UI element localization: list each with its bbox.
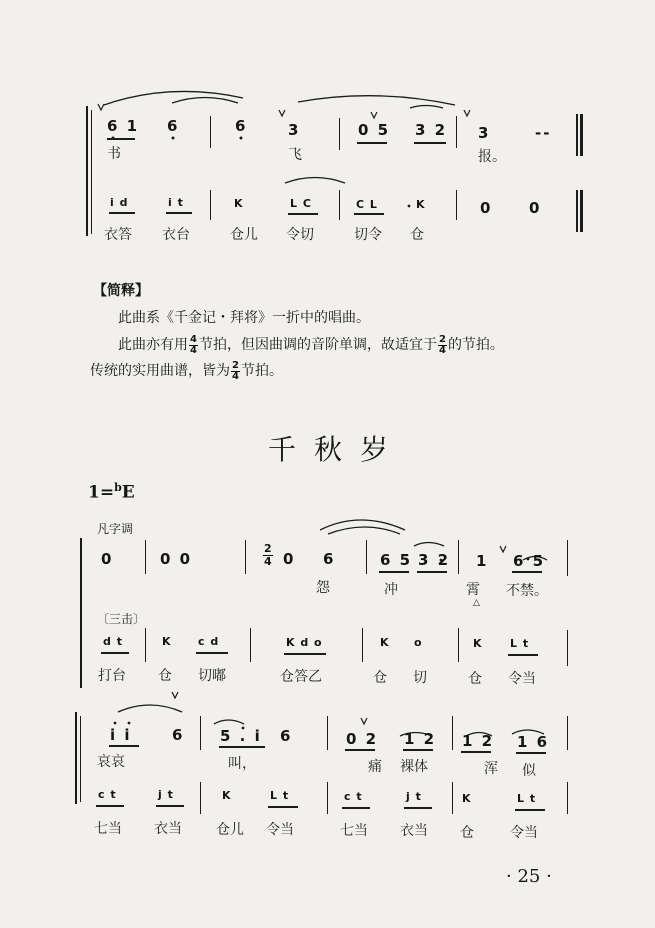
slur [118, 705, 182, 712]
system-bracket [80, 538, 82, 688]
percussion-symbol: c d [198, 635, 220, 648]
beam [268, 806, 298, 808]
lyric: 痛 [368, 759, 382, 775]
lyric: 不禁。 [506, 583, 548, 599]
melody-note: 6 [280, 727, 293, 745]
percussion-symbol: j t [158, 788, 174, 801]
percussion-syllable: 仓 [158, 668, 172, 684]
percussion-syllable: 令当 [510, 825, 538, 841]
beam [109, 212, 135, 214]
percussion-syllable: 仓 [460, 825, 474, 841]
melody-note: 3 [478, 124, 491, 142]
barline [567, 540, 568, 576]
melody-note: 6 5 [380, 551, 413, 569]
melody-note: 6 [323, 550, 336, 568]
percussion-syllable: 衣台 [162, 227, 190, 243]
notes-line-1: 此曲系《千金记・拜将》一折中的唱曲。 [118, 310, 370, 326]
melody-note: 0 0 [160, 550, 193, 568]
barline [452, 782, 453, 814]
percussion-syllable: 七当 [94, 821, 122, 837]
slur [172, 98, 238, 104]
slur [214, 720, 244, 724]
barline [458, 540, 459, 574]
percussion-symbol: j t [406, 790, 422, 803]
lyric: 书 [107, 146, 121, 162]
system-bracket [86, 106, 88, 236]
percussion-syllable: 切嘟 [198, 668, 226, 684]
barline [366, 540, 367, 574]
percussion-symbol: K [162, 635, 172, 648]
barline-end [580, 114, 583, 156]
percussion-symbol: K [380, 636, 390, 649]
breath-mark [464, 110, 470, 116]
barline [456, 190, 457, 220]
melody-note: 6 [235, 117, 248, 135]
melody-note: 6 1 [107, 117, 140, 135]
percussion-syllable: 仓儿 [216, 822, 244, 838]
beam [109, 745, 139, 747]
beam [101, 652, 129, 654]
notes-line-2: 此曲亦有用 $\frac{4}{4}$ 节拍，但因曲调的音阶单调，故适宜于 $\frac{2}{4}$ 的节拍。 [118, 333, 504, 356]
percussion-symbol: i t [168, 196, 184, 209]
beam [508, 654, 538, 656]
melody-note: 1 [476, 552, 489, 570]
melody-note: 1 6 [517, 733, 550, 751]
percussion-symbol: i d [110, 196, 129, 209]
percussion-symbol: K d o [286, 636, 323, 649]
stray-dot [408, 205, 411, 208]
breath-mark [361, 718, 367, 724]
melody-note: 3 [288, 121, 301, 139]
percussion-syllable: 切 [413, 670, 427, 686]
barline [452, 716, 453, 750]
octave-dot [240, 137, 243, 140]
percussion-syllable: 令当 [266, 822, 294, 838]
song-title: 千秋岁 [268, 433, 407, 466]
beam [354, 213, 384, 215]
octave-dot [128, 722, 131, 725]
slur [328, 527, 400, 534]
beam [515, 809, 545, 811]
beam [461, 751, 491, 753]
breath-mark [279, 110, 285, 116]
barline [245, 540, 246, 574]
mode-label: 凡字调 [97, 522, 134, 536]
percussion-syllable: 仓 [373, 670, 387, 686]
percussion-symbol: K [473, 637, 483, 650]
breath-mark [371, 112, 377, 118]
percussion-symbol: o [414, 636, 423, 649]
barline [456, 116, 457, 148]
percussion-rest: 0 [480, 199, 493, 217]
beam [516, 752, 546, 754]
beam [379, 571, 409, 573]
barline [567, 716, 568, 750]
percussion-symbol: C L [356, 198, 378, 211]
time-signature: $\frac{2}{4}$ [264, 542, 272, 568]
lyric: 叫， [228, 756, 256, 772]
beam [96, 805, 124, 807]
beam [417, 571, 447, 573]
percussion-syllable: 衣当 [154, 821, 182, 837]
percussion-symbol: c t [344, 790, 363, 803]
barline [200, 782, 201, 814]
time-signature-2-4: $\frac{2}{4}$ [232, 359, 239, 382]
beam [403, 749, 433, 751]
melody-note: 6 5 [513, 552, 546, 570]
percussion-symbol: L C [290, 197, 312, 210]
breath-mark [500, 546, 506, 552]
lyric: 似 [522, 763, 536, 779]
barline [362, 628, 363, 662]
beam [219, 746, 265, 748]
barline [458, 628, 459, 662]
barline [250, 628, 251, 662]
percussion-syllable: 仓 [468, 671, 482, 687]
barline [327, 782, 328, 814]
melody-note: 0 [101, 550, 114, 568]
melody-note: 5 . i [220, 727, 262, 745]
percussion-symbol: c t [98, 788, 117, 801]
percussion-symbol: d t [103, 635, 123, 648]
percussion-syllable: 打台 [98, 668, 126, 684]
time-signature-2-4: $\frac{2}{4}$ [438, 333, 446, 356]
melody-note: 0 2 [346, 730, 379, 748]
barline [210, 116, 211, 148]
beam [414, 142, 446, 144]
melody-note: -- [535, 124, 552, 142]
accent-mark: △ [473, 598, 480, 608]
beam [196, 652, 228, 654]
barline-end [576, 114, 578, 156]
percussion-symbol: K [222, 789, 232, 802]
percussion-syllable: 切令 [354, 227, 382, 243]
melody-note: 1 2 [462, 732, 495, 750]
beam [107, 138, 135, 140]
slur [410, 106, 443, 109]
beam [166, 212, 192, 214]
melody-note: i i [110, 726, 132, 744]
percussion-syllable: 令当 [508, 671, 536, 687]
barline [145, 628, 146, 662]
percussion-label: 〔三击〕 [97, 612, 146, 626]
barline [145, 540, 146, 574]
barline [339, 118, 340, 150]
melody-note: 0 [283, 550, 296, 568]
percussion-symbol: K [462, 792, 472, 805]
system-bracket [91, 110, 92, 234]
beam [342, 807, 370, 809]
key-signature: 1=$^b$E [88, 481, 135, 503]
beam [156, 805, 184, 807]
slur [414, 543, 444, 547]
percussion-symbol: K [234, 197, 244, 210]
beam [284, 653, 326, 655]
lyric: 哀哀 [97, 754, 125, 770]
breath-mark [98, 104, 104, 110]
percussion-syllable: 仓 [410, 227, 424, 243]
barline [210, 190, 211, 220]
slur [298, 96, 455, 105]
barline [327, 716, 328, 750]
percussion-rest: 0 [529, 199, 542, 217]
beam [288, 213, 318, 215]
percussion-symbol: L t [517, 792, 537, 805]
melody-note: 0 5 [358, 121, 391, 139]
barline [567, 630, 568, 666]
percussion-syllable: 衣当 [400, 823, 428, 839]
melody-note: 1 2 [404, 730, 437, 748]
beam [345, 749, 375, 751]
beam [404, 807, 432, 809]
notes-heading: 【简释】 [93, 283, 149, 299]
percussion-syllable: 仓答乙 [280, 669, 322, 685]
percussion-syllable: 七当 [340, 823, 368, 839]
lyric: 霄 [466, 582, 480, 598]
melody-note: 3 2 [418, 551, 451, 569]
beam [357, 142, 387, 144]
lyric: 冲 [384, 582, 398, 598]
barline-end [580, 190, 583, 232]
lyric: 浑 [484, 761, 498, 777]
breath-mark [172, 692, 178, 698]
lyric: 裸体 [400, 759, 428, 775]
notes-line-3: 传统的实用曲谱，皆为 $\frac{2}{4}$ 节拍。 [90, 359, 283, 382]
melody-note: 6 [172, 726, 185, 744]
percussion-symbol: L t [510, 637, 530, 650]
octave-dot [172, 137, 175, 140]
lyric: 飞 [288, 147, 302, 163]
system-bracket [80, 716, 81, 802]
time-signature-4-4: $\frac{4}{4}$ [190, 333, 197, 356]
lyric: 怨 [316, 580, 330, 596]
melody-note: 3 2 [415, 121, 448, 139]
slur [285, 178, 345, 184]
percussion-symbol: K [416, 198, 426, 211]
percussion-syllable: 衣答 [104, 227, 132, 243]
barline [200, 716, 201, 750]
melody-note: 6 [167, 117, 180, 135]
percussion-syllable: 仓儿 [230, 227, 258, 243]
slur [320, 520, 405, 530]
barline-end [576, 190, 578, 232]
barline [339, 190, 340, 220]
beam [512, 571, 542, 573]
percussion-symbol: L t [270, 789, 290, 802]
lyric: 报。 [478, 149, 506, 165]
system-bracket [75, 712, 77, 804]
percussion-syllable: 令切 [286, 227, 314, 243]
page-number: · 25 · [506, 866, 552, 887]
octave-dot [114, 722, 117, 725]
barline [567, 782, 568, 814]
